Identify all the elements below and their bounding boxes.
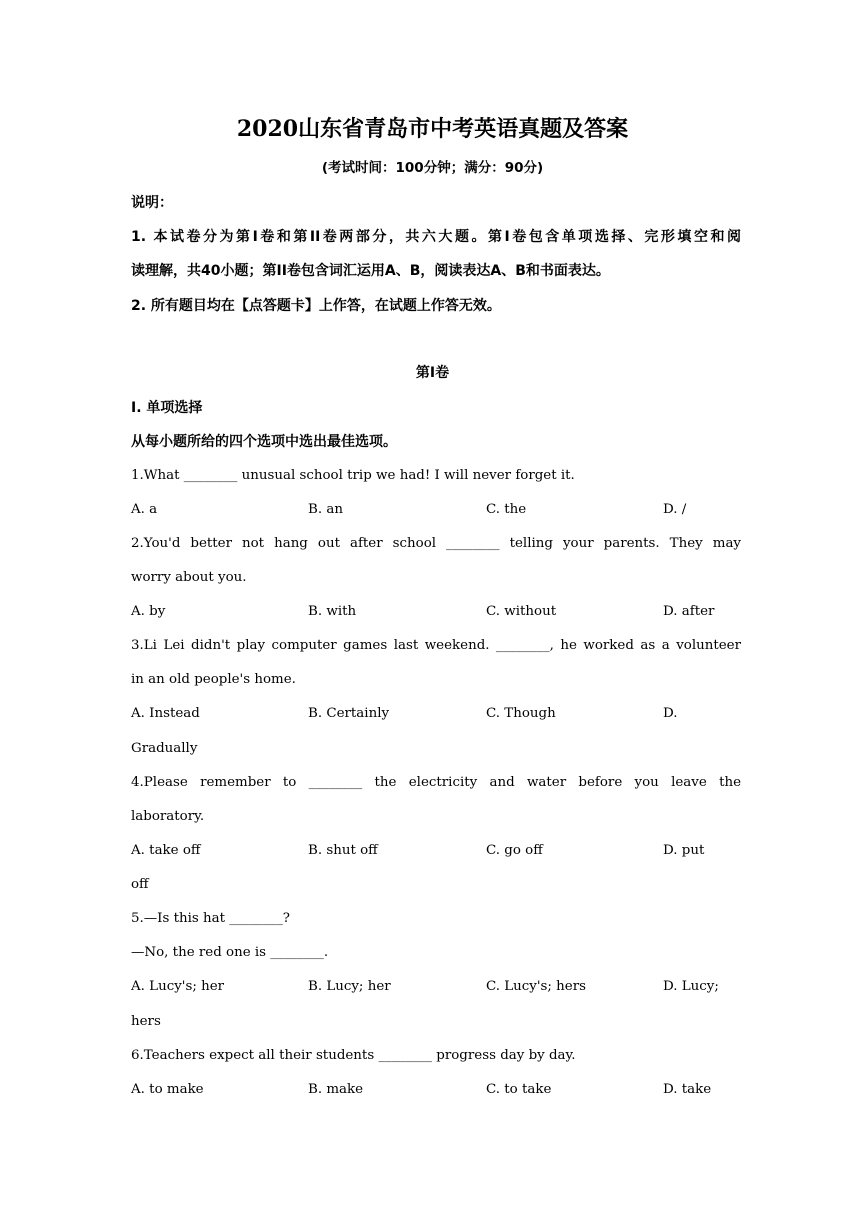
question-1-option-d: D. / bbox=[663, 502, 687, 517]
part-title: 第Ⅰ卷 bbox=[415, 365, 450, 381]
question-2-option-b: B. with bbox=[308, 604, 357, 619]
question-5-option-a: A. Lucy's; her bbox=[131, 979, 225, 994]
question-4-stem-line-1: 4.Please remember to ________ the electricity and water before you leave the bbox=[131, 775, 741, 790]
question-6-stem: 6.Teachers expect all their students ________ progress day by day. bbox=[131, 1048, 576, 1063]
note-2: 2. 所有题目均在【点答题卡】上作答，在试题上作答无效。 bbox=[131, 298, 501, 314]
question-5-stem-line-1: 5.—Is this hat ________? bbox=[131, 911, 290, 926]
question-4-stem-line-2: laboratory. bbox=[131, 809, 205, 824]
question-1-option-a: A. a bbox=[131, 502, 158, 517]
note-1-line-2: 读理解，共40小题；第II卷包含词汇运用A、B，阅读表达A、B和书面表达。 bbox=[131, 263, 610, 279]
section-instruction: 从每小题所给的四个选项中选出最佳选项。 bbox=[131, 434, 397, 450]
question-1-stem: 1.What ________ unusual school trip we had! I will never forget it. bbox=[131, 468, 575, 483]
question-3-option-b: B. Certainly bbox=[308, 706, 390, 721]
question-3-stem-line-2: in an old people's home. bbox=[131, 672, 296, 687]
note-1-line-1: 1. 本试卷分为第Ⅰ卷和第II卷两部分，共六大题。第Ⅰ卷包含单项选择、完形填空和阅 bbox=[131, 229, 741, 245]
question-5-option-d-continued: hers bbox=[131, 1014, 161, 1029]
exam-info: (考试时间：100分钟；满分：90分) bbox=[321, 160, 544, 176]
question-5-option-d: D. Lucy; bbox=[663, 979, 719, 994]
question-4-option-a: A. take off bbox=[131, 843, 201, 858]
question-2-stem-line-1: 2.You'd better not hang out after school ________ telling your parents. They may bbox=[131, 536, 741, 551]
question-1-option-c: C. the bbox=[486, 502, 527, 517]
question-3-option-d: D. bbox=[663, 706, 678, 721]
notes-heading: 说明： bbox=[131, 195, 173, 211]
question-6-option-c: C. to take bbox=[486, 1082, 552, 1097]
question-6-option-d: D. take bbox=[663, 1082, 712, 1097]
question-4-option-b: B. shut off bbox=[308, 843, 378, 858]
document-title: 2020山东省青岛市中考英语真题及答案 bbox=[236, 116, 629, 142]
question-6-option-b: B. make bbox=[308, 1082, 364, 1097]
question-5-option-c: C. Lucy's; hers bbox=[486, 979, 587, 994]
question-3-option-d-continued: Gradually bbox=[131, 741, 198, 756]
question-3-option-a: A. Instead bbox=[131, 706, 200, 721]
question-2-stem-line-2: worry about you. bbox=[131, 570, 247, 585]
question-2-option-c: C. without bbox=[486, 604, 557, 619]
question-2-option-d: D. after bbox=[663, 604, 715, 619]
question-3-option-c: C. Though bbox=[486, 706, 556, 721]
question-4-option-d: D. put bbox=[663, 843, 705, 858]
question-6-option-a: A. to make bbox=[131, 1082, 204, 1097]
question-5-stem-line-2: —No, the red one is ________. bbox=[131, 945, 329, 960]
question-1-option-b: B. an bbox=[308, 502, 343, 517]
question-4-option-c: C. go off bbox=[486, 843, 543, 858]
question-3-stem-line-1: 3.Li Lei didn't play computer games last weekend. ________, he worked as a volunteer bbox=[131, 638, 741, 653]
question-2-option-a: A. by bbox=[131, 604, 166, 619]
question-4-option-d-continued: off bbox=[131, 877, 149, 892]
section-title: I. 单项选择 bbox=[131, 400, 203, 416]
question-5-option-b: B. Lucy; her bbox=[308, 979, 391, 994]
